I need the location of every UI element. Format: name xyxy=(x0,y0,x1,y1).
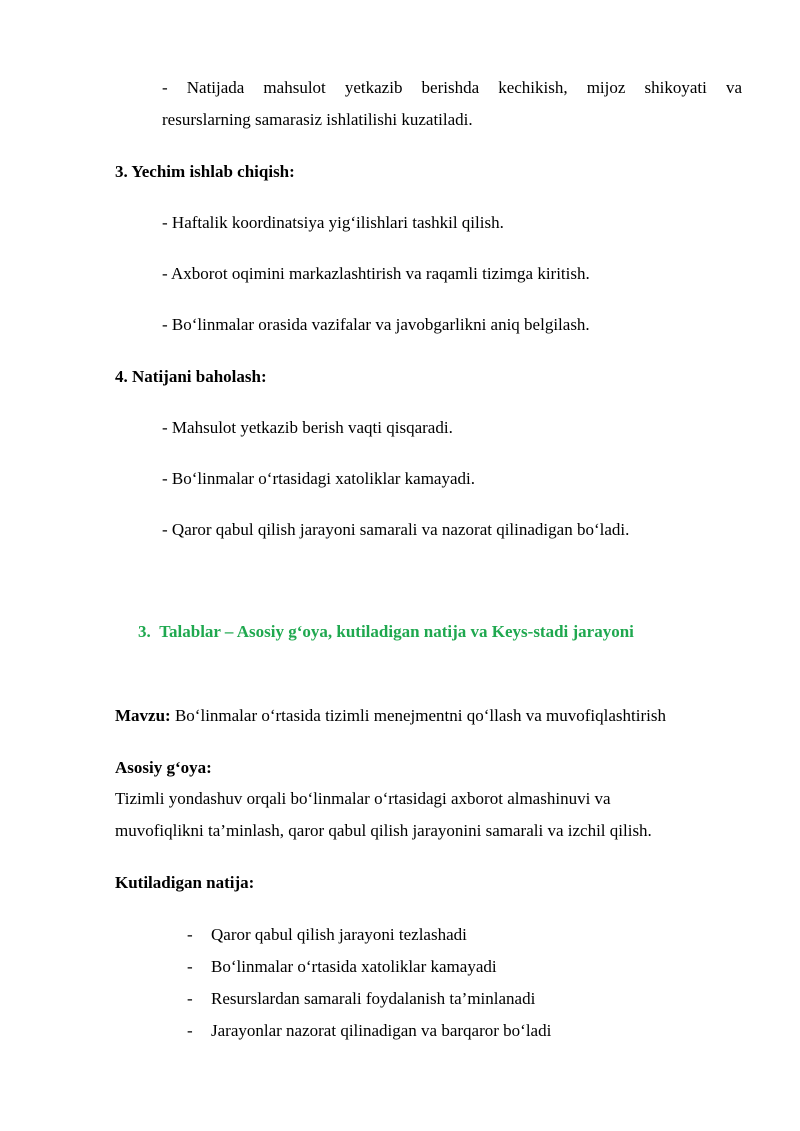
list-item: Resurslardan samarali foydalanish ta’minlanadi xyxy=(211,989,536,1008)
list-bullet: - xyxy=(187,925,193,944)
step3-item: - Haftalik koordinatsiya yig‘ilishlari tashkil qilish. xyxy=(162,213,504,232)
topic-label: Mavzu: xyxy=(115,706,171,725)
step3-item: - Bo‘linmalar orasida vazifalar va javobgarlikni aniq belgilash. xyxy=(162,315,590,334)
main-idea-line-2: muvofiqlikni ta’minlash, qaror qabul qilish jarayonini samarali va izchil qilish. xyxy=(115,821,652,840)
main-idea-line-1: Tizimli yondashuv orqali bo‘linmalar o‘rtasidagi axborot almashinuvi va xyxy=(115,789,611,808)
list-item: Qaror qabul qilish jarayoni tezlashadi xyxy=(211,925,467,944)
list-item: Jarayonlar nazorat qilinadigan va barqaror bo‘ladi xyxy=(211,1021,552,1040)
step3-heading: 3. Yechim ishlab chiqish: xyxy=(115,162,295,181)
expected-label: Kutiladigan natija: xyxy=(115,873,255,892)
list-bullet: - xyxy=(187,989,193,1008)
intro-line-1: - Natijada mahsulot yetkazib berishda kechikish, mijoz shikoyati va xyxy=(162,78,742,97)
topic-text: Bo‘linmalar o‘rtasida tizimli menejmentni qo‘llash va muvofiqlashtirish xyxy=(174,706,666,725)
section-title: Talablar – Asosiy g‘oya, kutiladigan natija va Keys-stadi jarayoni xyxy=(159,622,634,641)
list-bullet: - xyxy=(187,957,193,976)
step4-item: - Mahsulot yetkazib berish vaqti qisqaradi. xyxy=(162,418,453,437)
intro-line-2: resurslarning samarasiz ishlatilishi kuzatiladi. xyxy=(162,110,473,129)
topic-line xyxy=(115,706,666,726)
step4-item: - Bo‘linmalar o‘rtasidagi xatoliklar kamayadi. xyxy=(162,469,475,488)
main-idea-label: Asosiy g‘oya: xyxy=(115,758,212,777)
list-item: Bo‘linmalar o‘rtasida xatoliklar kamayadi xyxy=(211,957,497,976)
section-number: 3. xyxy=(138,622,151,641)
section-heading xyxy=(138,622,634,642)
step3-item: - Axborot oqimini markazlashtirish va raqamli tizimga kiritish. xyxy=(162,264,590,283)
step4-heading: 4. Natijani baholash: xyxy=(115,367,267,386)
step4-item: - Qaror qabul qilish jarayoni samarali va nazorat qilinadigan bo‘ladi. xyxy=(162,520,630,539)
list-bullet: - xyxy=(187,1021,193,1040)
